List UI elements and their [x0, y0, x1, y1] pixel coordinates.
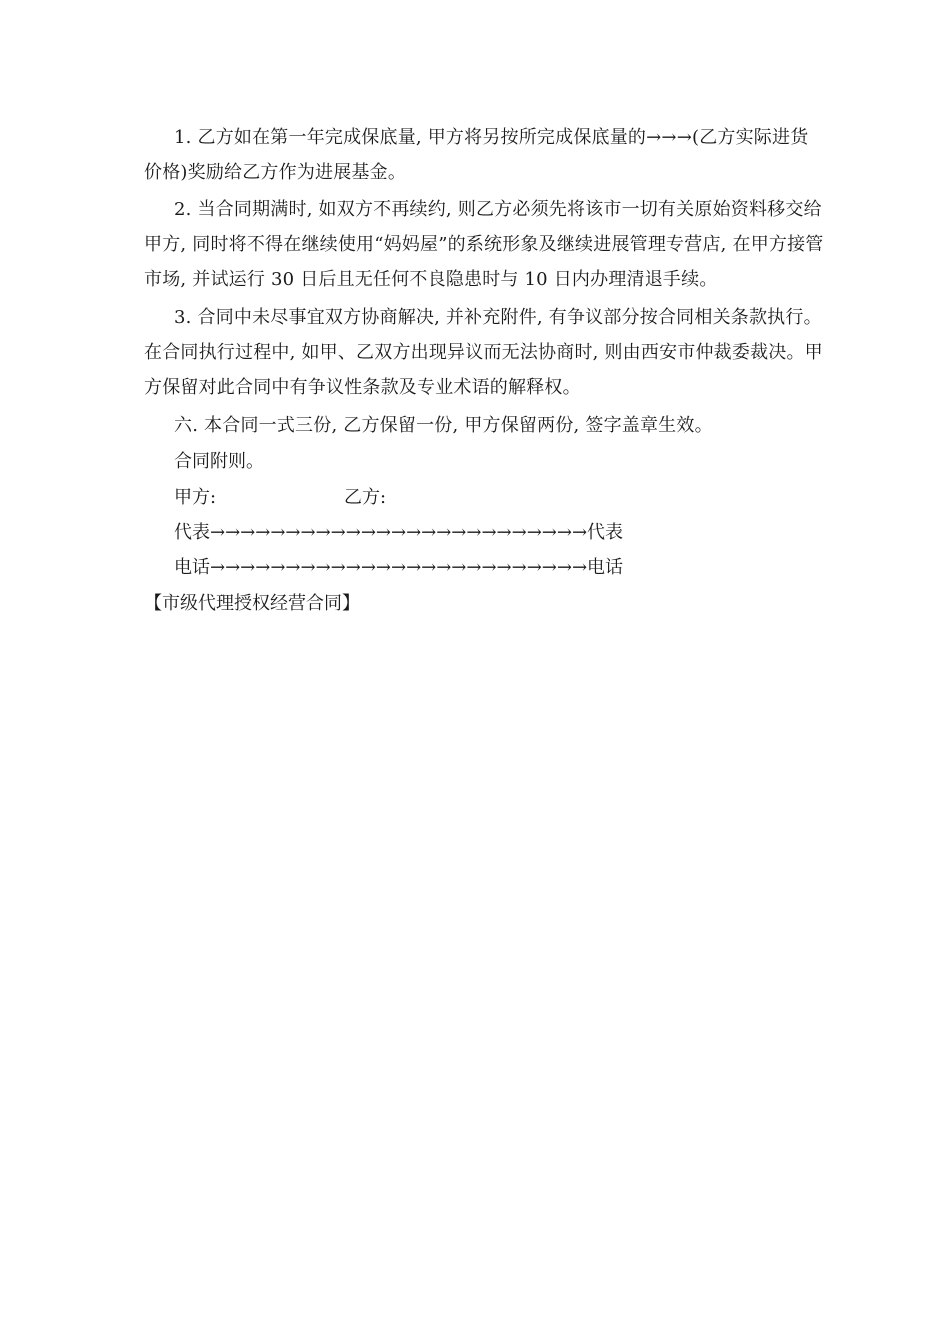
clause-six: 六. 本合同一式三份, 乙方保留一份, 甲方保留两份, 签字盖章生效。 — [174, 415, 713, 436]
contract-annex-title: 合同附则。 — [174, 451, 264, 472]
clause-2: 2. 当合同期满时, 如双方不再续约, 则乙方必须先将该市一切有关原始资料移交给甲方, 同时将不得在继续使用“妈妈屋”的系统形象及继续进展管理专营店, 在甲方接管市场, 并试运行 30 日后且无任何不良隐患时与 10 日内办理清退手续。 — [144, 199, 824, 290]
phone-line: 电话→→→→→→→→→→→→→→→→→→→→→→→→→电话 — [174, 557, 624, 578]
party-b-label: 乙方: — [344, 487, 387, 508]
party-a-label: 甲方: — [174, 487, 217, 508]
document-title-footer: 【市级代理授权经营合同】 — [144, 593, 360, 614]
representative-line: 代表→→→→→→→→→→→→→→→→→→→→→→→→→代表 — [174, 522, 624, 543]
clause-1: 1. 乙方如在第一年完成保底量, 甲方将另按所完成保底量的→→→(乙方实际进货价格)奖励给乙方作为进展基金。 — [144, 127, 809, 183]
clause-3: 3. 合同中未尽事宜双方协商解决, 并补充附件, 有争议部分按合同相关条款执行。在合同执行过程中, 如甲、乙双方出现异议而无法协商时, 则由西安市仲裁委裁决。甲方保留对此合同中有争议性条款及专业术语的解释权。 — [144, 307, 823, 398]
